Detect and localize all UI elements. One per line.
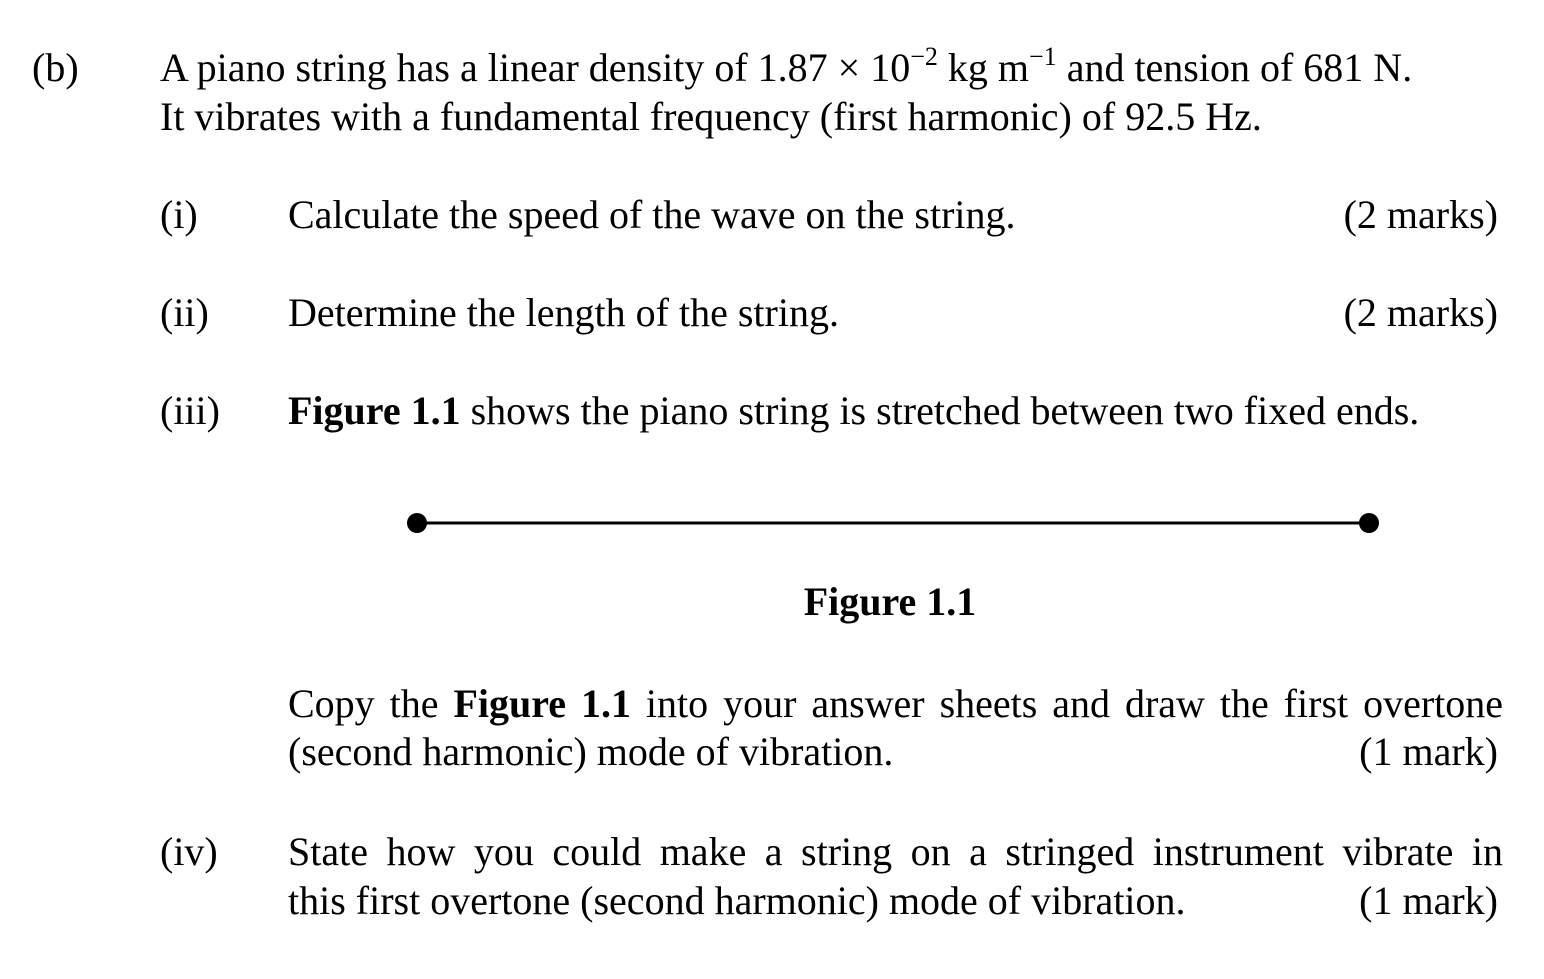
question-label-iii: (iii) bbox=[160, 388, 220, 433]
question-text-iv-line-1: State how you could make a string on a stringed instrument vibrate in bbox=[288, 829, 1503, 874]
intro-exponent-1: −2 bbox=[910, 41, 938, 71]
intro-line-2: It vibrates with a fundamental frequency (first harmonic) of 92.5 Hz. bbox=[160, 94, 1262, 139]
followup-text-a: Copy the bbox=[288, 681, 454, 726]
intro-text-c: and tension of 681 N. bbox=[1056, 45, 1413, 90]
marks-i: (2 marks) bbox=[1343, 192, 1498, 237]
question-label-iv: (iv) bbox=[160, 829, 218, 874]
marks-iv: (1 mark) bbox=[1359, 878, 1498, 923]
question-label-i: (i) bbox=[160, 192, 198, 237]
question-followup-iii-line-2: (second harmonic) mode of vibration. bbox=[288, 729, 894, 774]
part-label: (b) bbox=[32, 45, 79, 90]
intro-exponent-2: −1 bbox=[1029, 41, 1057, 71]
question-text-iv-line-2: this first overtone (second harmonic) mode of vibration. bbox=[288, 878, 1186, 923]
question-text-iii-rest: shows the piano string is stretched between two fixed ends. bbox=[460, 388, 1420, 433]
question-text-iii bbox=[288, 387, 1419, 435]
question-text-ii: Determine the length of the string. bbox=[288, 290, 839, 335]
figure-caption: Figure 1.1 bbox=[803, 579, 977, 624]
figure-string-diagram bbox=[400, 505, 1390, 541]
question-followup-iii bbox=[288, 680, 1503, 728]
intro-line-1 bbox=[160, 41, 1413, 92]
figure-reference: Figure 1.1 bbox=[288, 388, 461, 433]
followup-figure-reference: Figure 1.1 bbox=[453, 681, 631, 726]
fixed-end-left bbox=[407, 513, 427, 533]
intro-text-a: A piano string has a linear density of 1.87 × 10 bbox=[160, 45, 911, 90]
marks-ii: (2 marks) bbox=[1343, 290, 1498, 335]
question-text-i: Calculate the speed of the wave on the string. bbox=[288, 192, 1016, 237]
marks-iii: (1 mark) bbox=[1359, 729, 1498, 774]
intro-text-b: kg m bbox=[937, 45, 1030, 90]
question-label-ii: (ii) bbox=[160, 290, 209, 335]
followup-text-b: into your answer sheets and draw the first overtone bbox=[630, 681, 1504, 726]
fixed-end-right bbox=[1359, 513, 1379, 533]
